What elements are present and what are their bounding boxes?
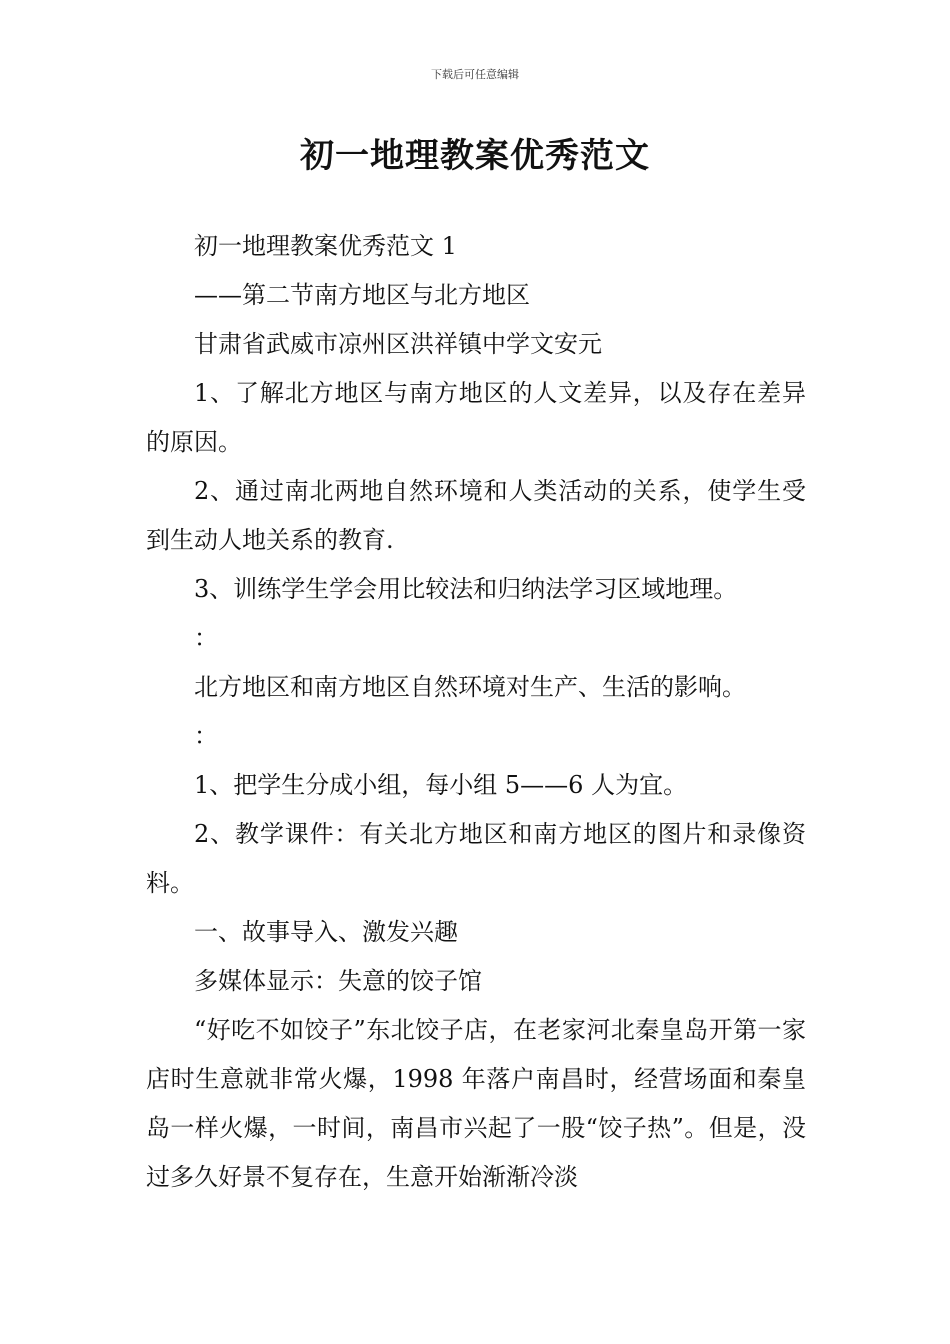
paragraph-colon-1: ： xyxy=(194,624,218,652)
paragraph-author: 甘肃省武威市凉州区洪祥镇中学文安元 xyxy=(194,330,602,358)
paragraph-story: “好吃不如饺子”东北饺子店，在老家河北秦皇岛开第一家店时生意就非常火爆，1998 年落户南昌时，经营场面和秦皇岛一样火爆，一时间，南昌市兴起了一股“饺子热”。但是，没过多久好景不复存在，生意开始渐渐冷淡 xyxy=(146,1016,806,1191)
paragraph-prep-1: 1、把学生分成小组，每小组 5——6 人为宜。 xyxy=(194,771,688,799)
paragraph-objective-1: 1、了解北方地区与南方地区的人文差异，以及存在差异的原因。 xyxy=(146,379,806,456)
document-title: 初一地理教案优秀范文 xyxy=(300,136,650,176)
paragraph-step-heading: 一、故事导入、激发兴趣 xyxy=(194,918,458,946)
paragraph-objective-2: 2、通过南北两地自然环境和人类活动的关系，使学生受到生动人地关系的教育. xyxy=(146,477,806,554)
paragraph-section: ——第二节南方地区与北方地区 xyxy=(194,281,530,309)
paragraph-subtitle: 初一地理教案优秀范文 1 xyxy=(194,232,457,260)
paragraph-objective-3: 3、训练学生学会用比较法和归纳法学习区域地理。 xyxy=(194,575,738,603)
paragraph-colon-2: ： xyxy=(194,722,218,750)
paragraph-prep-2: 2、教学课件：有关北方地区和南方地区的图片和录像资料。 xyxy=(146,820,806,897)
header-note: 下载后可任意编辑 xyxy=(431,68,519,81)
paragraph-multimedia: 多媒体显示：失意的饺子馆 xyxy=(194,967,482,995)
document-body xyxy=(146,222,806,1202)
paragraph-key-point: 北方地区和南方地区自然环境对生产、生活的影响。 xyxy=(194,673,746,701)
